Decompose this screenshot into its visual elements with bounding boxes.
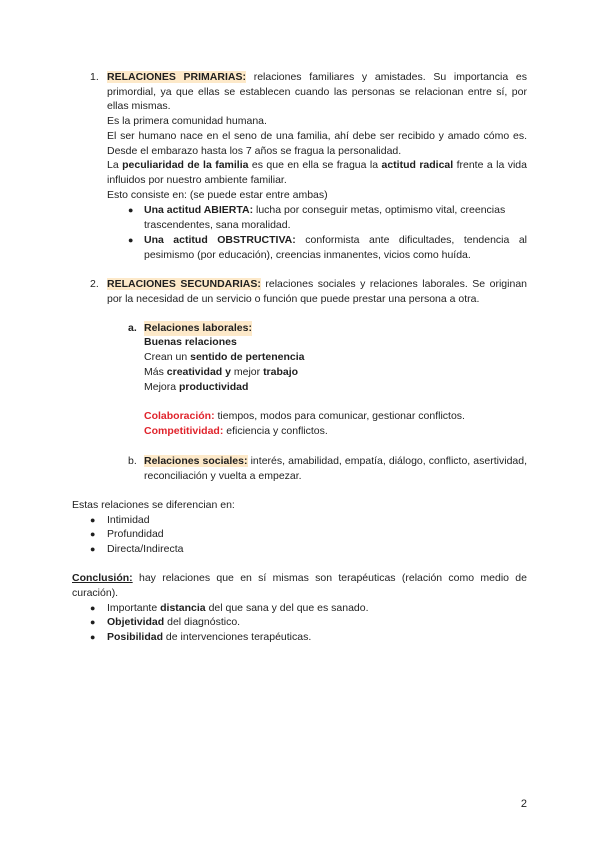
list-item: Profundidad (107, 528, 164, 540)
primary-relations-paragraph: RELACIONES PRIMARIAS: relaciones familiares y amistades. Su importancia es primordial, ya que ellas se establecen cuando las personas se relacionan entre sí, por ellas mismas. (107, 71, 527, 113)
list-item: Intimidad (107, 514, 150, 526)
list-number: 1. (90, 71, 99, 83)
bullet-icon: ● (128, 235, 134, 245)
list-item: Objetividad del diagnóstico. (107, 616, 241, 628)
conclusion-heading: Conclusión: (72, 572, 133, 584)
text-line: Más creatividad y mejor trabajo (144, 366, 299, 378)
bullet-icon: ● (90, 529, 96, 539)
list-item: Una actitud ABIERTA: lucha por conseguir metas, optimismo vital, creencias trascendentes, sana moralidad. (144, 204, 506, 231)
bullet-icon: ● (90, 603, 96, 613)
bullet-icon: ● (90, 617, 96, 627)
text-line: Crean un sentido de pertenencia (144, 351, 305, 363)
text-line: Estas relaciones se diferencian en: (72, 499, 235, 511)
page-number: 2 (520, 798, 527, 810)
text-line: Es la primera comunidad humana. (107, 115, 267, 127)
section-heading: RELACIONES PRIMARIAS: (107, 71, 246, 83)
section-heading: RELACIONES SECUNDARIAS: (107, 278, 261, 290)
conclusion-paragraph: Conclusión: hay relaciones que en sí mismas son terapéuticas (relación como medio de curación). (72, 572, 527, 599)
list-item: Directa/Indirecta (107, 543, 184, 555)
secondary-relations-paragraph: RELACIONES SECUNDARIAS: relaciones sociales y relaciones laborales. Se originan por la necesidad de un servicio o función que puede prestar una persona a otra. (107, 278, 528, 305)
list-number: 2. (90, 278, 99, 290)
text-line: Esto consiste en: (se puede estar entre ambas) (107, 189, 328, 201)
list-item: Una actitud OBSTRUCTIVA: conformista ante dificultades, tendencia al pesimismo (por educación), creencias inmanentes, vicios como huída. (144, 234, 528, 261)
text-line: Buenas relaciones (144, 336, 237, 348)
text-paragraph: La peculiaridad de la familia es que en ella se fragua la actitud radical frente a la vida influidos por nuestro ambiente familiar. (107, 159, 527, 186)
bullet-icon: ● (128, 205, 134, 215)
subsection-heading: Relaciones laborales: (144, 322, 252, 334)
bullet-icon: ● (90, 632, 96, 642)
bullet-icon: ● (90, 515, 96, 525)
subsection-heading: Relaciones sociales: (144, 455, 248, 467)
list-item: Importante distancia del que sana y del que es sanado. (107, 602, 369, 614)
text-paragraph: El ser humano nace en el seno de una familia, ahí debe ser recibido y amado cómo es. Desde el embarazo hasta los 7 años se fragua la personalidad. (107, 130, 527, 157)
list-item: Posibilidad de intervenciones terapéuticas. (107, 631, 312, 643)
social-relations-paragraph: Relaciones sociales: interés, amabilidad, empatía, diálogo, conflicto, asertividad, reconciliación y vuelta a empezar. (144, 455, 528, 482)
sublist-label: a. (128, 322, 137, 334)
collaboration-line: Colaboración: tiempos, modos para comunicar, gestionar conflictos. (144, 410, 465, 422)
bullet-icon: ● (90, 544, 96, 554)
competitiveness-line: Competitividad: eficiencia y conflictos. (144, 425, 328, 437)
text-line: Mejora productividad (144, 381, 249, 393)
sublist-label: b. (128, 455, 137, 467)
